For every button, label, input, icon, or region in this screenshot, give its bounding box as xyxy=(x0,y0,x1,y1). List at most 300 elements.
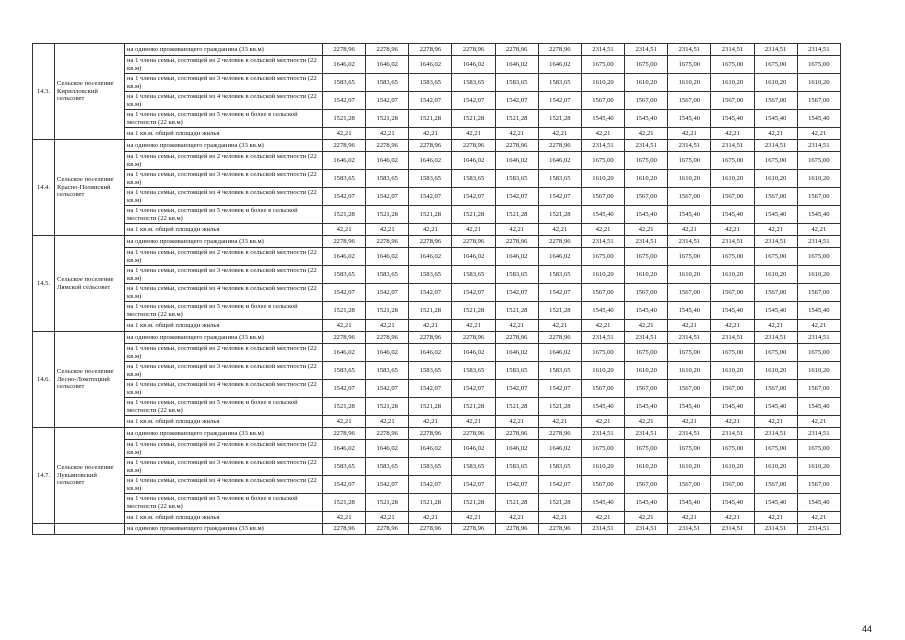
value-cell: 1542,07 xyxy=(409,380,452,398)
value-cell: 1646,02 xyxy=(366,344,409,362)
value-cell: 1610,20 xyxy=(581,74,624,92)
value-cell: 2314,51 xyxy=(625,140,668,152)
value-cell: 1567,00 xyxy=(711,476,754,494)
value-cell: 1583,65 xyxy=(495,458,538,476)
value-cell: 1567,00 xyxy=(625,380,668,398)
value-cell: 42,21 xyxy=(754,416,797,428)
value-cell: 42,21 xyxy=(797,320,840,332)
value-cell: 1542,07 xyxy=(495,476,538,494)
value-cell: 1567,00 xyxy=(711,92,754,110)
value-cell: 1545,40 xyxy=(668,494,711,512)
value-cell: 1542,07 xyxy=(495,92,538,110)
category-cell: на одиноко проживающего гражданина (33 кв.м) xyxy=(125,140,323,152)
value-cell: 1542,07 xyxy=(323,188,366,206)
value-cell: 1567,00 xyxy=(754,476,797,494)
value-cell: 1610,20 xyxy=(581,266,624,284)
value-cell: 1521,28 xyxy=(495,206,538,224)
value-cell: 2278,96 xyxy=(495,524,538,535)
value-cell: 2314,51 xyxy=(797,44,840,56)
table-row xyxy=(33,284,841,302)
table-row xyxy=(33,224,841,236)
value-cell: 1521,28 xyxy=(409,110,452,128)
value-cell: 1583,65 xyxy=(452,266,495,284)
value-cell: 1567,00 xyxy=(625,92,668,110)
value-cell: 1610,20 xyxy=(668,362,711,380)
value-cell: 1542,07 xyxy=(323,476,366,494)
value-cell: 1545,40 xyxy=(754,110,797,128)
value-cell: 1610,20 xyxy=(754,266,797,284)
tariff-table-body xyxy=(33,44,841,535)
category-cell: на 1 кв.м. общей площади жилья xyxy=(125,320,323,332)
category-cell: на 1 члена семьи, состоящей из 3 человек в сельской местности (22 кв.м) xyxy=(125,74,323,92)
value-cell: 1567,00 xyxy=(581,284,624,302)
value-cell: 2278,96 xyxy=(452,140,495,152)
value-cell: 42,21 xyxy=(581,416,624,428)
value-cell: 1675,00 xyxy=(668,56,711,74)
value-cell: 1610,20 xyxy=(625,170,668,188)
value-cell: 2314,51 xyxy=(711,428,754,440)
value-cell: 1545,40 xyxy=(625,494,668,512)
value-cell: 1675,00 xyxy=(581,248,624,266)
value-cell: 1567,00 xyxy=(797,92,840,110)
value-cell: 1567,00 xyxy=(754,284,797,302)
value-cell: 1521,28 xyxy=(495,398,538,416)
value-cell: 1542,07 xyxy=(495,188,538,206)
category-cell: на 1 члена семьи, состоящей из 2 человек в сельской местности (22 кв.м) xyxy=(125,344,323,362)
table-row xyxy=(33,524,841,535)
value-cell: 1545,40 xyxy=(711,302,754,320)
value-cell: 2278,96 xyxy=(366,236,409,248)
value-cell: 1583,65 xyxy=(538,170,581,188)
category-cell: на 1 члена семьи, состоящей из 4 человек в сельской местности (22 кв.м) xyxy=(125,380,323,398)
value-cell: 1646,02 xyxy=(409,152,452,170)
value-cell: 1675,00 xyxy=(581,56,624,74)
value-cell: 2314,51 xyxy=(668,140,711,152)
value-cell: 1521,28 xyxy=(323,110,366,128)
category-cell: на одиноко проживающего гражданина (33 кв.м) xyxy=(125,524,323,535)
value-cell: 1675,00 xyxy=(754,152,797,170)
value-cell: 42,21 xyxy=(452,512,495,524)
value-cell: 1675,00 xyxy=(797,440,840,458)
value-cell: 1542,07 xyxy=(366,380,409,398)
value-cell: 1675,00 xyxy=(797,344,840,362)
value-cell: 2314,51 xyxy=(625,524,668,535)
value-cell: 42,21 xyxy=(711,320,754,332)
value-cell: 2314,51 xyxy=(581,236,624,248)
category-cell: на 1 кв.м. общей площади жилья xyxy=(125,416,323,428)
settlement-name: Сельское поселение Лукьяновский сельсовет xyxy=(55,428,125,524)
value-cell: 2278,96 xyxy=(366,332,409,344)
value-cell: 1610,20 xyxy=(754,170,797,188)
value-cell: 42,21 xyxy=(581,224,624,236)
table-row xyxy=(33,494,841,512)
value-cell: 1542,07 xyxy=(366,284,409,302)
table-row xyxy=(33,236,841,248)
section-number: 14.5. xyxy=(33,236,55,332)
value-cell: 42,21 xyxy=(754,512,797,524)
value-cell: 1567,00 xyxy=(668,476,711,494)
value-cell: 1583,65 xyxy=(538,74,581,92)
value-cell: 1521,28 xyxy=(409,302,452,320)
value-cell: 2278,96 xyxy=(323,44,366,56)
value-cell: 1646,02 xyxy=(452,248,495,266)
value-cell: 1610,20 xyxy=(711,170,754,188)
value-cell: 1583,65 xyxy=(323,458,366,476)
value-cell: 1521,28 xyxy=(366,110,409,128)
value-cell: 1567,00 xyxy=(668,188,711,206)
value-cell: 1610,20 xyxy=(625,362,668,380)
value-cell: 2278,96 xyxy=(409,428,452,440)
value-cell: 1646,02 xyxy=(323,248,366,266)
value-cell: 1545,40 xyxy=(797,302,840,320)
value-cell: 2278,96 xyxy=(409,524,452,535)
value-cell: 42,21 xyxy=(581,128,624,140)
category-cell: на 1 члена семьи, состоящей из 4 человек в сельской местности (22 кв.м) xyxy=(125,188,323,206)
value-cell: 1542,07 xyxy=(452,92,495,110)
value-cell: 1521,28 xyxy=(538,302,581,320)
table-row xyxy=(33,92,841,110)
value-cell: 1583,65 xyxy=(452,74,495,92)
value-cell: 2278,96 xyxy=(452,524,495,535)
table-row xyxy=(33,170,841,188)
value-cell: 1610,20 xyxy=(711,266,754,284)
category-cell: на 1 члена семьи, состоящей из 4 человек в сельской местности (22 кв.м) xyxy=(125,92,323,110)
value-cell: 1675,00 xyxy=(797,248,840,266)
value-cell: 1610,20 xyxy=(797,170,840,188)
value-cell: 42,21 xyxy=(581,512,624,524)
value-cell: 2278,96 xyxy=(409,236,452,248)
value-cell: 1610,20 xyxy=(581,362,624,380)
value-cell: 1646,02 xyxy=(452,440,495,458)
category-cell: на одиноко проживающего гражданина (33 кв.м) xyxy=(125,44,323,56)
value-cell: 1545,40 xyxy=(625,398,668,416)
value-cell: 1567,00 xyxy=(754,188,797,206)
value-cell: 2278,96 xyxy=(366,524,409,535)
value-cell: 42,21 xyxy=(409,512,452,524)
category-cell: на 1 члена семьи, состоящей из 2 человек в сельской местности (22 кв.м) xyxy=(125,248,323,266)
table-row xyxy=(33,512,841,524)
table-row xyxy=(33,110,841,128)
value-cell: 1675,00 xyxy=(625,248,668,266)
value-cell: 1675,00 xyxy=(754,56,797,74)
value-cell: 1545,40 xyxy=(754,302,797,320)
value-cell: 42,21 xyxy=(409,128,452,140)
value-cell: 2314,51 xyxy=(581,44,624,56)
value-cell: 2278,96 xyxy=(495,332,538,344)
value-cell: 1545,40 xyxy=(581,302,624,320)
value-cell: 1583,65 xyxy=(409,266,452,284)
category-cell: на 1 члена семьи, состоящей из 5 человек и более в сельской местности (22 кв.м) xyxy=(125,302,323,320)
value-cell: 1675,00 xyxy=(668,152,711,170)
value-cell: 1521,28 xyxy=(409,206,452,224)
value-cell: 1542,07 xyxy=(538,92,581,110)
value-cell: 1646,02 xyxy=(323,344,366,362)
value-cell: 1646,02 xyxy=(452,56,495,74)
value-cell: 1583,65 xyxy=(495,266,538,284)
value-cell: 1521,28 xyxy=(495,110,538,128)
value-cell: 1521,28 xyxy=(495,494,538,512)
value-cell: 1646,02 xyxy=(495,56,538,74)
value-cell: 1521,28 xyxy=(538,110,581,128)
settlement-name-empty xyxy=(55,524,125,535)
value-cell: 42,21 xyxy=(409,320,452,332)
value-cell: 2278,96 xyxy=(366,140,409,152)
value-cell: 1545,40 xyxy=(668,302,711,320)
value-cell: 1583,65 xyxy=(538,266,581,284)
value-cell: 1610,20 xyxy=(711,458,754,476)
category-cell: на 1 члена семьи, состоящей из 2 человек в сельской местности (22 кв.м) xyxy=(125,56,323,74)
settlement-name: Сельское поселение Лесно-Локотецкий сельсовет xyxy=(55,332,125,428)
value-cell: 42,21 xyxy=(538,224,581,236)
value-cell: 1646,02 xyxy=(366,152,409,170)
value-cell: 1646,02 xyxy=(366,56,409,74)
value-cell: 2314,51 xyxy=(754,428,797,440)
value-cell: 1521,28 xyxy=(409,494,452,512)
value-cell: 1521,28 xyxy=(452,302,495,320)
table-row xyxy=(33,416,841,428)
value-cell: 2314,51 xyxy=(711,140,754,152)
value-cell: 1610,20 xyxy=(797,362,840,380)
table-row xyxy=(33,362,841,380)
value-cell: 1567,00 xyxy=(711,188,754,206)
value-cell: 2278,96 xyxy=(538,332,581,344)
value-cell: 1567,00 xyxy=(754,92,797,110)
value-cell: 2278,96 xyxy=(495,44,538,56)
value-cell: 2314,51 xyxy=(797,140,840,152)
value-cell: 1545,40 xyxy=(668,110,711,128)
value-cell: 42,21 xyxy=(366,512,409,524)
value-cell: 1583,65 xyxy=(323,266,366,284)
value-cell: 2278,96 xyxy=(409,44,452,56)
value-cell: 1610,20 xyxy=(754,458,797,476)
value-cell: 1646,02 xyxy=(538,56,581,74)
category-cell: на 1 члена семьи, состоящей из 4 человек в сельской местности (22 кв.м) xyxy=(125,284,323,302)
value-cell: 2314,51 xyxy=(711,524,754,535)
value-cell: 1567,00 xyxy=(797,188,840,206)
value-cell: 2314,51 xyxy=(711,44,754,56)
table-row xyxy=(33,248,841,266)
value-cell: 1521,28 xyxy=(323,398,366,416)
value-cell: 1545,40 xyxy=(711,398,754,416)
value-cell: 42,21 xyxy=(711,512,754,524)
value-cell: 42,21 xyxy=(625,320,668,332)
value-cell: 1542,07 xyxy=(495,284,538,302)
value-cell: 42,21 xyxy=(495,320,538,332)
value-cell: 42,21 xyxy=(323,320,366,332)
value-cell: 1521,28 xyxy=(409,398,452,416)
value-cell: 2314,51 xyxy=(625,44,668,56)
value-cell: 1583,65 xyxy=(366,266,409,284)
value-cell: 1545,40 xyxy=(711,110,754,128)
value-cell: 1675,00 xyxy=(711,344,754,362)
value-cell: 1583,65 xyxy=(538,362,581,380)
table-row xyxy=(33,128,841,140)
value-cell: 42,21 xyxy=(668,416,711,428)
value-cell: 1646,02 xyxy=(495,248,538,266)
value-cell: 1675,00 xyxy=(625,440,668,458)
table-row xyxy=(33,344,841,362)
value-cell: 1545,40 xyxy=(754,398,797,416)
value-cell: 1646,02 xyxy=(452,152,495,170)
category-cell: на 1 члена семьи, состоящей из 5 человек и более в сельской местности (22 кв.м) xyxy=(125,110,323,128)
table-row xyxy=(33,206,841,224)
value-cell: 1583,65 xyxy=(409,74,452,92)
value-cell: 1545,40 xyxy=(625,110,668,128)
value-cell: 1545,40 xyxy=(625,206,668,224)
table-row xyxy=(33,302,841,320)
value-cell: 1675,00 xyxy=(797,152,840,170)
value-cell: 1545,40 xyxy=(581,110,624,128)
value-cell: 2278,96 xyxy=(323,428,366,440)
value-cell: 1583,65 xyxy=(366,458,409,476)
value-cell: 1646,02 xyxy=(452,344,495,362)
value-cell: 1610,20 xyxy=(668,266,711,284)
value-cell: 2278,96 xyxy=(538,524,581,535)
value-cell: 1675,00 xyxy=(625,344,668,362)
section-number: 14.3. xyxy=(33,44,55,140)
value-cell: 42,21 xyxy=(754,224,797,236)
value-cell: 42,21 xyxy=(495,224,538,236)
table-row xyxy=(33,476,841,494)
value-cell: 2314,51 xyxy=(668,428,711,440)
value-cell: 1567,00 xyxy=(797,476,840,494)
value-cell: 1646,02 xyxy=(409,440,452,458)
value-cell: 1675,00 xyxy=(668,248,711,266)
value-cell: 1675,00 xyxy=(754,248,797,266)
table-row xyxy=(33,380,841,398)
value-cell: 42,21 xyxy=(409,416,452,428)
value-cell: 1610,20 xyxy=(625,458,668,476)
value-cell: 1646,02 xyxy=(366,440,409,458)
value-cell: 42,21 xyxy=(452,128,495,140)
value-cell: 2278,96 xyxy=(366,44,409,56)
value-cell: 1646,02 xyxy=(538,344,581,362)
category-cell: на 1 члена семьи, состоящей из 5 человек и более в сельской местности (22 кв.м) xyxy=(125,398,323,416)
value-cell: 1545,40 xyxy=(754,494,797,512)
value-cell: 1567,00 xyxy=(711,380,754,398)
value-cell: 1583,65 xyxy=(409,458,452,476)
value-cell: 2314,51 xyxy=(625,332,668,344)
value-cell: 42,21 xyxy=(538,320,581,332)
value-cell: 1545,40 xyxy=(754,206,797,224)
value-cell: 42,21 xyxy=(711,416,754,428)
value-cell: 1521,28 xyxy=(323,494,366,512)
value-cell: 1567,00 xyxy=(625,188,668,206)
value-cell: 1646,02 xyxy=(495,152,538,170)
value-cell: 2314,51 xyxy=(581,140,624,152)
value-cell: 1567,00 xyxy=(711,284,754,302)
value-cell: 42,21 xyxy=(366,224,409,236)
category-cell: на одиноко проживающего гражданина (33 кв.м) xyxy=(125,332,323,344)
value-cell: 1567,00 xyxy=(581,476,624,494)
value-cell: 2314,51 xyxy=(754,140,797,152)
value-cell: 2278,96 xyxy=(409,332,452,344)
value-cell: 2314,51 xyxy=(581,524,624,535)
value-cell: 42,21 xyxy=(668,320,711,332)
value-cell: 1610,20 xyxy=(797,266,840,284)
category-cell: на 1 члена семьи, состоящей из 4 человек в сельской местности (22 кв.м) xyxy=(125,476,323,494)
value-cell: 1610,20 xyxy=(754,362,797,380)
value-cell: 2314,51 xyxy=(797,236,840,248)
value-cell: 1542,07 xyxy=(409,284,452,302)
page-number: 44 xyxy=(862,624,873,634)
value-cell: 42,21 xyxy=(711,128,754,140)
table-row xyxy=(33,266,841,284)
value-cell: 42,21 xyxy=(409,224,452,236)
value-cell: 2278,96 xyxy=(495,236,538,248)
value-cell: 1542,07 xyxy=(409,92,452,110)
value-cell: 1646,02 xyxy=(323,152,366,170)
value-cell: 42,21 xyxy=(668,224,711,236)
value-cell: 1542,07 xyxy=(323,92,366,110)
value-cell: 42,21 xyxy=(366,320,409,332)
value-cell: 1521,28 xyxy=(366,302,409,320)
value-cell: 1675,00 xyxy=(711,56,754,74)
value-cell: 1646,02 xyxy=(538,152,581,170)
value-cell: 1521,28 xyxy=(366,494,409,512)
table-row xyxy=(33,140,841,152)
value-cell: 42,21 xyxy=(625,416,668,428)
section-number: 14.6. xyxy=(33,332,55,428)
value-cell: 2278,96 xyxy=(538,44,581,56)
value-cell: 1583,65 xyxy=(366,74,409,92)
value-cell: 1675,00 xyxy=(711,248,754,266)
value-cell: 2314,51 xyxy=(797,524,840,535)
value-cell: 2314,51 xyxy=(581,428,624,440)
value-cell: 1521,28 xyxy=(323,206,366,224)
value-cell: 1542,07 xyxy=(538,476,581,494)
value-cell: 1583,65 xyxy=(409,170,452,188)
value-cell: 2314,51 xyxy=(668,44,711,56)
category-cell: на одиноко проживающего гражданина (33 кв.м) xyxy=(125,428,323,440)
value-cell: 1583,65 xyxy=(495,170,538,188)
table-row xyxy=(33,44,841,56)
value-cell: 1646,02 xyxy=(366,248,409,266)
value-cell: 1542,07 xyxy=(495,380,538,398)
value-cell: 1610,20 xyxy=(668,74,711,92)
value-cell: 1583,65 xyxy=(538,458,581,476)
value-cell: 1675,00 xyxy=(754,344,797,362)
value-cell: 1646,02 xyxy=(495,344,538,362)
value-cell: 42,21 xyxy=(625,512,668,524)
value-cell: 1567,00 xyxy=(797,380,840,398)
category-cell: на 1 члена семьи, состоящей из 3 человек в сельской местности (22 кв.м) xyxy=(125,170,323,188)
value-cell: 42,21 xyxy=(452,224,495,236)
value-cell: 1567,00 xyxy=(668,92,711,110)
value-cell: 1545,40 xyxy=(797,206,840,224)
value-cell: 42,21 xyxy=(323,224,366,236)
table-row xyxy=(33,428,841,440)
table-row xyxy=(33,56,841,74)
value-cell: 1542,07 xyxy=(452,476,495,494)
value-cell: 2278,96 xyxy=(495,140,538,152)
value-cell: 1583,65 xyxy=(366,362,409,380)
value-cell: 2314,51 xyxy=(754,236,797,248)
value-cell: 1567,00 xyxy=(581,188,624,206)
value-cell: 2314,51 xyxy=(625,428,668,440)
value-cell: 1583,65 xyxy=(452,362,495,380)
value-cell: 1545,40 xyxy=(797,110,840,128)
value-cell: 1610,20 xyxy=(797,458,840,476)
value-cell: 1521,28 xyxy=(452,398,495,416)
value-cell: 1542,07 xyxy=(409,476,452,494)
value-cell: 1610,20 xyxy=(668,170,711,188)
value-cell: 1583,65 xyxy=(323,362,366,380)
category-cell: на 1 кв.м. общей площади жилья xyxy=(125,128,323,140)
category-cell: на 1 члена семьи, состоящей из 5 человек и более в сельской местности (22 кв.м) xyxy=(125,206,323,224)
value-cell: 1567,00 xyxy=(581,380,624,398)
value-cell: 42,21 xyxy=(797,128,840,140)
